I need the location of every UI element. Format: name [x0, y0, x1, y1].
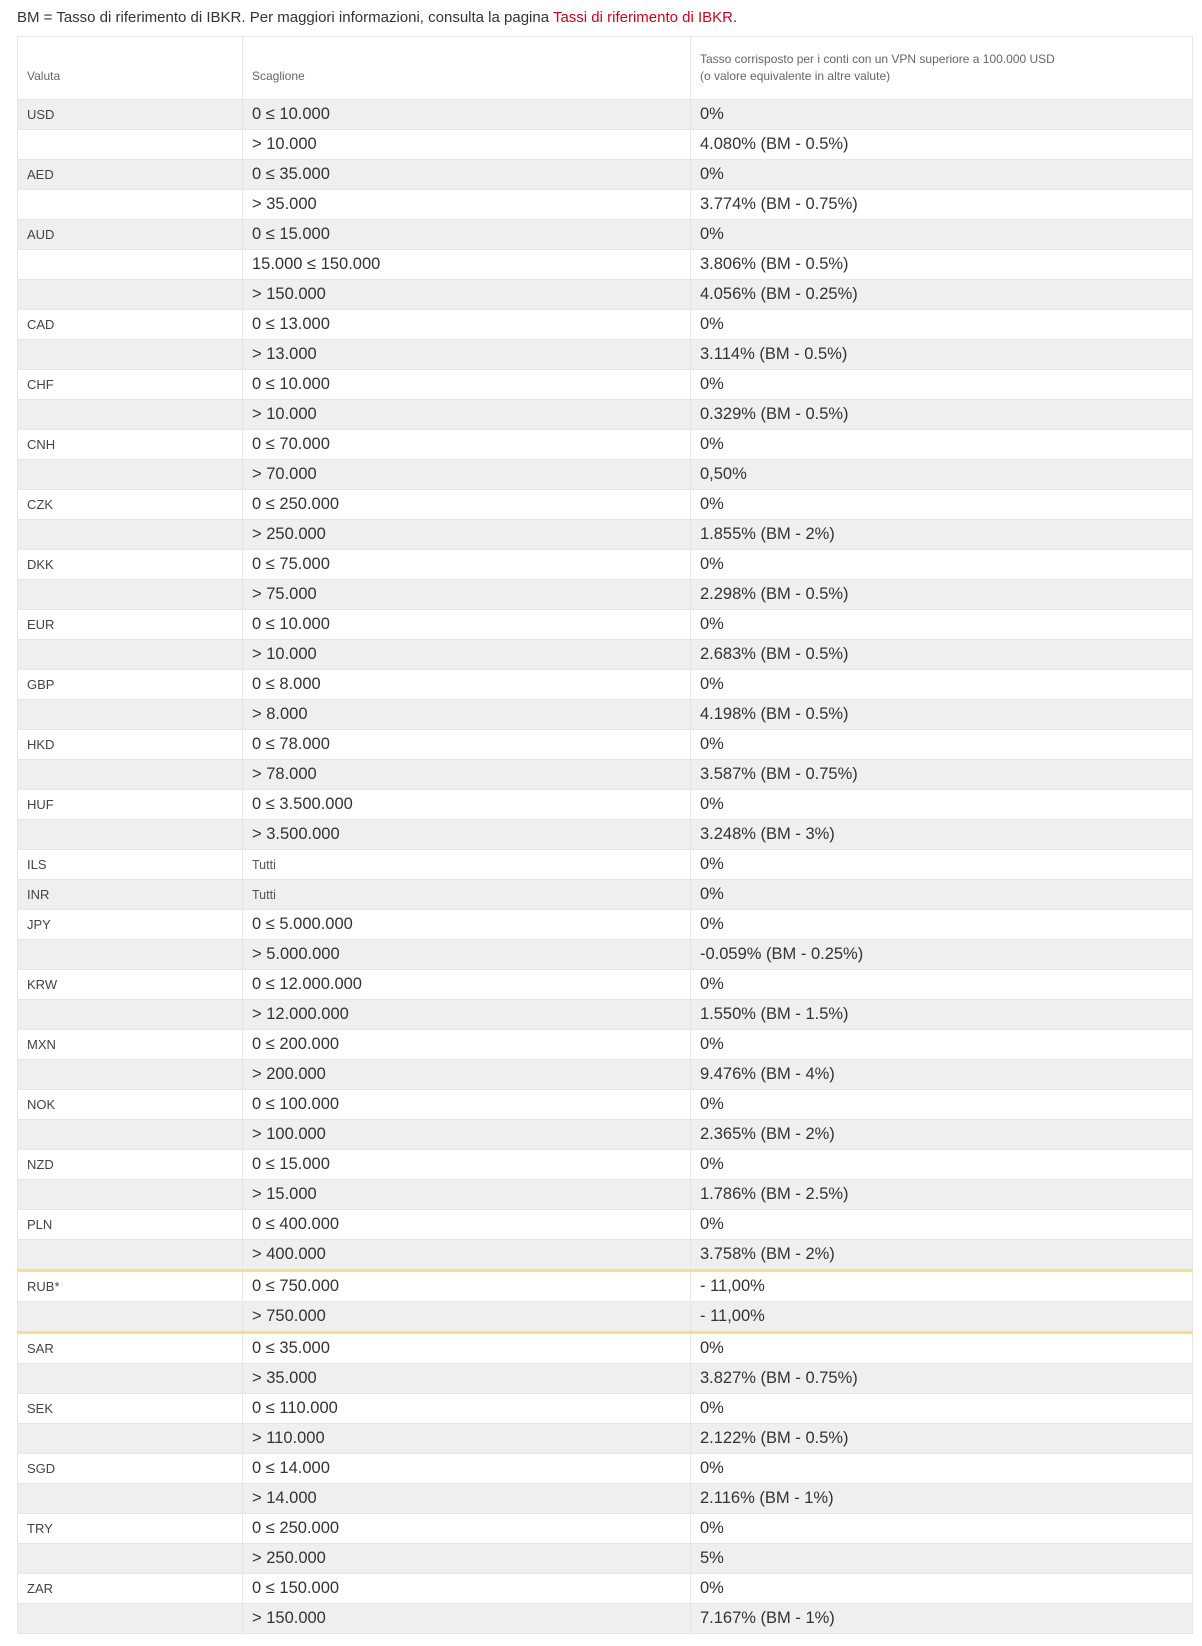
tier-cell: 0 ≤ 15.000 — [243, 1150, 691, 1180]
header-rate — [691, 37, 1193, 100]
table-row — [18, 1604, 1193, 1634]
header-tier: Scaglione — [243, 37, 691, 100]
table-row — [18, 550, 1193, 580]
table-row — [18, 310, 1193, 340]
tier-cell: > 250.000 — [243, 520, 691, 550]
table-row — [18, 340, 1193, 370]
rate-cell: 5% — [691, 1544, 1193, 1574]
table-row — [18, 610, 1193, 640]
reference-rates-link[interactable]: Tassi di riferimento di IBKR — [552, 9, 734, 26]
table-row — [18, 430, 1193, 460]
tier-cell: 0 ≤ 750.000 — [243, 1271, 691, 1302]
tier-cell: 0 ≤ 13.000 — [243, 310, 691, 340]
tier-cell: > 100.000 — [243, 1120, 691, 1150]
tier-cell: 0 ≤ 3.500.000 — [243, 790, 691, 820]
rate-cell: 0% — [691, 1574, 1193, 1604]
table-row — [18, 730, 1193, 760]
table-row — [18, 1514, 1193, 1544]
intro-end: . — [733, 9, 738, 26]
rate-cell: 7.167% (BM - 1%) — [691, 1604, 1193, 1634]
rate-cell: 0% — [691, 1030, 1193, 1060]
table-row — [18, 160, 1193, 190]
tier-cell: > 200.000 — [243, 1060, 691, 1090]
currency-cell: TRY — [18, 1514, 243, 1544]
rate-cell: 0% — [691, 910, 1193, 940]
rate-cell: 2.298% (BM - 0.5%) — [691, 580, 1193, 610]
rate-cell: 3.758% (BM - 2%) — [691, 1240, 1193, 1271]
rate-cell: 0% — [691, 1210, 1193, 1240]
tier-cell: > 35.000 — [243, 1364, 691, 1394]
tier-cell: 0 ≤ 5.000.000 — [243, 910, 691, 940]
currency-cell: MXN — [18, 1030, 243, 1060]
currency-cell — [18, 1424, 243, 1454]
table-row — [18, 280, 1193, 310]
tier-cell: 0 ≤ 8.000 — [243, 670, 691, 700]
table-row — [18, 370, 1193, 400]
table-row — [18, 1333, 1193, 1364]
rate-cell: 0% — [691, 370, 1193, 400]
table-row — [18, 910, 1193, 940]
rate-cell: 0% — [691, 550, 1193, 580]
currency-cell — [18, 1240, 243, 1271]
table-row — [18, 100, 1193, 130]
tier-cell: 15.000 ≤ 150.000 — [243, 250, 691, 280]
tier-cell: 0 ≤ 35.000 — [243, 160, 691, 190]
table-row — [18, 130, 1193, 160]
tier-cell: 0 ≤ 250.000 — [243, 490, 691, 520]
tier-cell: 0 ≤ 100.000 — [243, 1090, 691, 1120]
table-row — [18, 640, 1193, 670]
tier-cell: > 15.000 — [243, 1180, 691, 1210]
tier-cell: 0 ≤ 150.000 — [243, 1574, 691, 1604]
rate-cell: -0.059% (BM - 0.25%) — [691, 940, 1193, 970]
rate-cell: 3.827% (BM - 0.75%) — [691, 1364, 1193, 1394]
currency-cell — [18, 190, 243, 220]
rate-cell: 0% — [691, 1333, 1193, 1364]
currency-cell — [18, 340, 243, 370]
tier-cell: > 13.000 — [243, 340, 691, 370]
currency-cell — [18, 1302, 243, 1333]
currency-cell — [18, 520, 243, 550]
currency-cell: HUF — [18, 790, 243, 820]
tier-cell: 0 ≤ 400.000 — [243, 1210, 691, 1240]
rate-cell: 0% — [691, 430, 1193, 460]
currency-cell: CNH — [18, 430, 243, 460]
table-row — [18, 1574, 1193, 1604]
table-row — [18, 790, 1193, 820]
table-row — [18, 1302, 1193, 1333]
rate-cell: 1.855% (BM - 2%) — [691, 520, 1193, 550]
currency-cell: EUR — [18, 610, 243, 640]
tier-cell: > 10.000 — [243, 400, 691, 430]
table-row — [18, 850, 1193, 880]
tier-cell: > 3.500.000 — [243, 820, 691, 850]
currency-cell: CAD — [18, 310, 243, 340]
currency-cell — [18, 820, 243, 850]
rate-cell: 4.056% (BM - 0.25%) — [691, 280, 1193, 310]
currency-cell: KRW — [18, 970, 243, 1000]
currency-cell — [18, 1544, 243, 1574]
tier-cell: > 250.000 — [243, 1544, 691, 1574]
table-row — [18, 580, 1193, 610]
table-row — [18, 1120, 1193, 1150]
tier-cell: 0 ≤ 35.000 — [243, 1333, 691, 1364]
table-row — [18, 460, 1193, 490]
rate-cell: 0% — [691, 1150, 1193, 1180]
currency-cell: RUB* — [18, 1271, 243, 1302]
rate-cell: 4.080% (BM - 0.5%) — [691, 130, 1193, 160]
rate-cell: - 11,00% — [691, 1271, 1193, 1302]
table-row — [18, 1210, 1193, 1240]
table-row — [18, 1484, 1193, 1514]
tier-cell: > 150.000 — [243, 280, 691, 310]
currency-cell: USD — [18, 100, 243, 130]
interest-rates-table — [17, 36, 1193, 1634]
rate-cell: 0% — [691, 1090, 1193, 1120]
currency-cell — [18, 250, 243, 280]
table-row — [18, 400, 1193, 430]
currency-cell — [18, 460, 243, 490]
rate-cell: 9.476% (BM - 4%) — [691, 1060, 1193, 1090]
currency-cell — [18, 280, 243, 310]
intro-text: BM = Tasso di riferimento di IBKR. Per maggiori informazioni, consulta la pagina — [17, 9, 553, 26]
table-row — [18, 1180, 1193, 1210]
tier-cell: > 8.000 — [243, 700, 691, 730]
tier-cell: > 14.000 — [243, 1484, 691, 1514]
rate-cell: 0% — [691, 160, 1193, 190]
intro-note — [17, 7, 737, 29]
tier-cell: > 400.000 — [243, 1240, 691, 1271]
currency-cell: INR — [18, 880, 243, 910]
currency-cell — [18, 1000, 243, 1030]
currency-cell — [18, 1120, 243, 1150]
currency-cell — [18, 1060, 243, 1090]
header-rate-line1: Tasso corrisposto per i conti con un VPN superiore a 100.000 USD — [700, 52, 1055, 66]
rate-cell: 3.587% (BM - 0.75%) — [691, 760, 1193, 790]
currency-cell: NZD — [18, 1150, 243, 1180]
rate-cell: 2.122% (BM - 0.5%) — [691, 1424, 1193, 1454]
rate-cell: 0% — [691, 610, 1193, 640]
table-row — [18, 1454, 1193, 1484]
tier-cell: > 5.000.000 — [243, 940, 691, 970]
rate-cell: 3.114% (BM - 0.5%) — [691, 340, 1193, 370]
currency-cell: GBP — [18, 670, 243, 700]
header-rate-line2: (o valore equivalente in altre valute) — [700, 69, 891, 83]
tier-cell: Tutti — [243, 850, 691, 880]
tier-cell: 0 ≤ 75.000 — [243, 550, 691, 580]
currency-cell: CZK — [18, 490, 243, 520]
rate-cell: 1.550% (BM - 1.5%) — [691, 1000, 1193, 1030]
currency-cell: JPY — [18, 910, 243, 940]
table-row — [18, 1394, 1193, 1424]
rate-cell: 0% — [691, 880, 1193, 910]
rate-cell: 0% — [691, 1394, 1193, 1424]
rate-cell: 0% — [691, 100, 1193, 130]
rate-cell: 0% — [691, 670, 1193, 700]
currency-cell — [18, 1484, 243, 1514]
tier-cell: Tutti — [243, 880, 691, 910]
tier-cell: 0 ≤ 15.000 — [243, 220, 691, 250]
header-currency: Valuta — [18, 37, 243, 100]
tier-cell: > 35.000 — [243, 190, 691, 220]
table-body — [18, 100, 1193, 1634]
table-row — [18, 760, 1193, 790]
rate-cell: 0% — [691, 730, 1193, 760]
rate-cell: 3.248% (BM - 3%) — [691, 820, 1193, 850]
rate-cell: 0,50% — [691, 460, 1193, 490]
table-row — [18, 1240, 1193, 1271]
tier-cell: 0 ≤ 12.000.000 — [243, 970, 691, 1000]
rate-cell: 0% — [691, 310, 1193, 340]
tier-cell: > 10.000 — [243, 130, 691, 160]
currency-cell — [18, 580, 243, 610]
currency-cell — [18, 1364, 243, 1394]
table-header-row — [18, 37, 1193, 100]
tier-cell: 0 ≤ 14.000 — [243, 1454, 691, 1484]
rate-cell: 1.786% (BM - 2.5%) — [691, 1180, 1193, 1210]
tier-cell: > 10.000 — [243, 640, 691, 670]
currency-cell: PLN — [18, 1210, 243, 1240]
currency-cell: SGD — [18, 1454, 243, 1484]
currency-cell — [18, 760, 243, 790]
tier-cell: > 750.000 — [243, 1302, 691, 1333]
currency-cell — [18, 130, 243, 160]
currency-cell: AED — [18, 160, 243, 190]
rate-cell: 0% — [691, 1454, 1193, 1484]
table-row — [18, 940, 1193, 970]
table-row — [18, 970, 1193, 1000]
table-row — [18, 1060, 1193, 1090]
table-row — [18, 250, 1193, 280]
table-row — [18, 190, 1193, 220]
currency-cell: HKD — [18, 730, 243, 760]
rate-cell: 0% — [691, 490, 1193, 520]
rate-cell: 0% — [691, 970, 1193, 1000]
tier-cell: > 150.000 — [243, 1604, 691, 1634]
table-row — [18, 1090, 1193, 1120]
tier-cell: 0 ≤ 70.000 — [243, 430, 691, 460]
rate-cell: - 11,00% — [691, 1302, 1193, 1333]
rate-cell: 0% — [691, 1514, 1193, 1544]
tier-cell: 0 ≤ 78.000 — [243, 730, 691, 760]
tier-cell: 0 ≤ 10.000 — [243, 370, 691, 400]
currency-cell — [18, 940, 243, 970]
rate-cell: 0.329% (BM - 0.5%) — [691, 400, 1193, 430]
tier-cell: > 12.000.000 — [243, 1000, 691, 1030]
currency-cell: SEK — [18, 1394, 243, 1424]
currency-cell: AUD — [18, 220, 243, 250]
currency-cell — [18, 400, 243, 430]
currency-cell — [18, 640, 243, 670]
table-row — [18, 1150, 1193, 1180]
currency-cell — [18, 1604, 243, 1634]
rate-cell: 0% — [691, 790, 1193, 820]
table-row — [18, 1544, 1193, 1574]
rate-cell: 3.774% (BM - 0.75%) — [691, 190, 1193, 220]
table-row — [18, 1030, 1193, 1060]
table-row — [18, 1364, 1193, 1394]
table-row — [18, 220, 1193, 250]
tier-cell: 0 ≤ 10.000 — [243, 610, 691, 640]
tier-cell: > 110.000 — [243, 1424, 691, 1454]
currency-cell: ZAR — [18, 1574, 243, 1604]
currency-cell: NOK — [18, 1090, 243, 1120]
rate-cell: 0% — [691, 850, 1193, 880]
table-row — [18, 670, 1193, 700]
currency-cell — [18, 1180, 243, 1210]
rate-cell: 2.365% (BM - 2%) — [691, 1120, 1193, 1150]
currency-cell: DKK — [18, 550, 243, 580]
table-row — [18, 820, 1193, 850]
table-row — [18, 490, 1193, 520]
tier-cell: 0 ≤ 250.000 — [243, 1514, 691, 1544]
currency-cell: ILS — [18, 850, 243, 880]
table-row — [18, 1271, 1193, 1302]
rate-cell: 0% — [691, 220, 1193, 250]
table-row — [18, 880, 1193, 910]
tier-cell: > 70.000 — [243, 460, 691, 490]
table-row — [18, 1000, 1193, 1030]
currency-cell: SAR — [18, 1333, 243, 1364]
table-row — [18, 1424, 1193, 1454]
rate-cell: 2.116% (BM - 1%) — [691, 1484, 1193, 1514]
tier-cell: 0 ≤ 110.000 — [243, 1394, 691, 1424]
tier-cell: > 78.000 — [243, 760, 691, 790]
rate-cell: 2.683% (BM - 0.5%) — [691, 640, 1193, 670]
currency-cell: CHF — [18, 370, 243, 400]
tier-cell: 0 ≤ 200.000 — [243, 1030, 691, 1060]
table-row — [18, 700, 1193, 730]
tier-cell: 0 ≤ 10.000 — [243, 100, 691, 130]
table-row — [18, 520, 1193, 550]
tier-cell: > 75.000 — [243, 580, 691, 610]
currency-cell — [18, 700, 243, 730]
rate-cell: 4.198% (BM - 0.5%) — [691, 700, 1193, 730]
rate-cell: 3.806% (BM - 0.5%) — [691, 250, 1193, 280]
